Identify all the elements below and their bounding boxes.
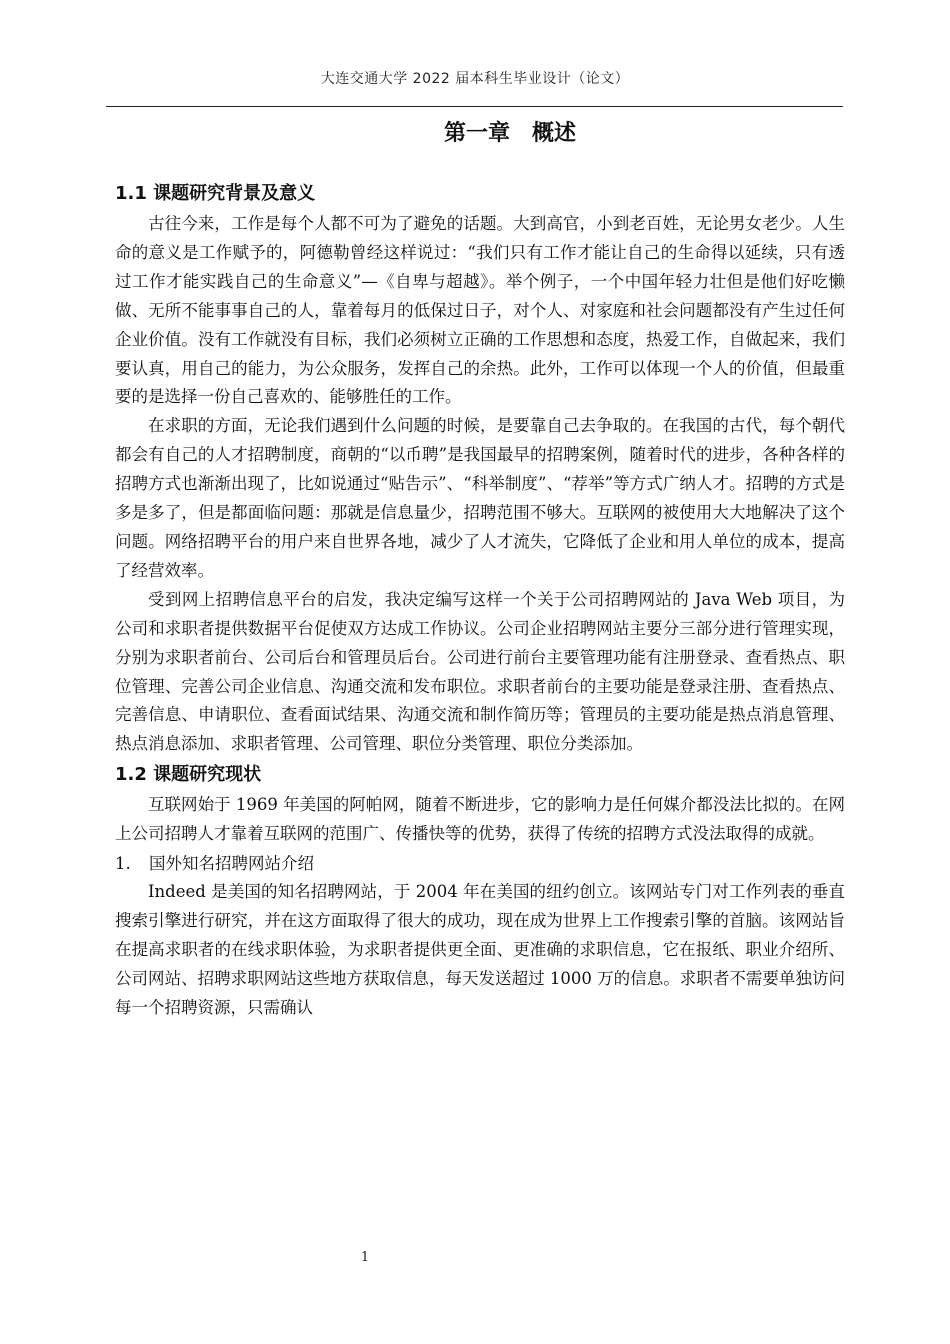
section-heading-1-2: 1.2 课题研究现状: [115, 764, 262, 786]
list-number: 1.: [115, 854, 131, 874]
paragraph: 受到网上招聘信息平台的启发，我决定编写这样一个关于公司招聘网站的 Java Web 项目，为公司和求职者提供数据平台促使双方达成工作协议。公司企业招聘网站主要分三部分进行管理实现，分别为求职者前台、公司后台和管理员后台。公司进行前台主要管理功能有注册登录、查看热点、职位管理、完善公司企业信息、沟通交流和发布职位。求职者前台的主要功能是登录注册、查看热点、完善信息、申请职位、查看面试结果、沟通交流和制作简历等；管理员的主要功能是热点消息管理、热点消息添加、求职者管理、公司管理、职位分类管理、职位分类添加。: [115, 589, 845, 754]
chapter-title: 第一章 概述: [443, 121, 576, 146]
body-text: [115, 178, 845, 1023]
page-number: 1: [360, 1250, 370, 1265]
list-label: 国外知名招聘网站介绍: [149, 854, 314, 874]
paragraph: 互联网始于 1969 年美国的阿帕网，随着不断进步，它的影响力是任何媒介都没法比拟的。在网上公司招聘人才靠着互联网的范围广、传播快等的优势，获得了传统的招聘方式没法取得的成就。: [115, 795, 845, 844]
paragraph: 在求职的方面，无论我们遇到什么问题的时候，是要靠自己去争取的。在我国的古代，每个朝代都会有自己的人才招聘制度，商朝的“以币聘”是我国最早的招聘案例，随着时代的进步，各种各样的招聘方式也渐渐出现了，比如说通过“贴告示”、“科举制度”、“荐举”等方式广纳人才。招聘的方式是多是多了，但是都面临问题：那就是信息量少，招聘范围不够大。互联网的被使用大大地解决了这个问题。网络招聘平台的用户来自世界各地，减少了人才流失，它降低了企业和用人单位的成本，提高了经营效率。: [115, 416, 845, 580]
section-heading-1-1: 1.1 课题研究背景及意义: [115, 183, 316, 204]
paragraph: 古往今来，工作是每个人都不可为了避免的话题。大到高官，小到老百姓，无论男女老少。人生命的意义是工作赋予的，阿德勒曾经这样说过：“我们只有工作才能让自己的生命得以延续，只有透过工作才能实践自己的生命意义”—《自卑与超越》。举个例子，一个中国年轻力壮但是他们好吃懒做、无所不能事事自己的人，靠着每月的低保过日子，对个人、对家庭和社会问题都没有产生过任何企业价值。没有工作就没有目标，我们必须树立正确的工作思想和态度，热爱工作，自做起来，我们要认真，用自己的能力，为公众服务，发挥自己的余热。此外，工作可以体现一个人的价值，但最重要的是选择一份自己喜欢的、能够胜任的工作。: [115, 214, 845, 407]
running-header: 大连交通大学 2022 届本科生毕业设计（论文）: [320, 71, 630, 87]
paragraph: Indeed 是美国的知名招聘网站，于 2004 年在美国的纽约创立。该网站专门对工作列表的垂直搜索引擎进行研究，并在这方面取得了很大的成功，现在成为世界上工作搜索引擎的首脑。该网站旨在提高求职者的在线求职体验，为求职者提供更全面、更准确的求职信息，它在报纸、职业介绍所、公司网站、招聘求职网站这些地方获取信息，每天发送超过 1000 万的信息。求职者不需要单独访问每一个招聘资源，只需确认: [115, 882, 845, 1017]
list-item: [115, 849, 845, 878]
header-rule: [106, 106, 843, 107]
